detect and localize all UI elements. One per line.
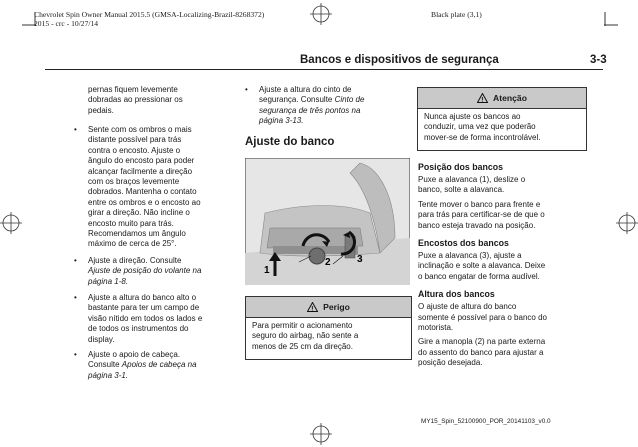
figure-label-3: 3 [357, 254, 363, 265]
registration-mark-left [0, 212, 22, 234]
caution-header [418, 88, 586, 109]
danger-title: Perigo [323, 302, 350, 312]
figure-label-2: 2 [325, 257, 331, 268]
header-line-2: 2015 - crc - 10/27/14 [34, 19, 99, 28]
seat-adjustment-figure [245, 158, 410, 285]
danger-box [245, 296, 412, 360]
bullet-shoulders: • Sente com os ombros o mais distante possível para trás contra o encosto. Ajuste o ângulo do encosto para poder alcançar facilmente a direção com os braços levemente dobrados. Mantenha o contato entre os ombros e o encosto ao girar a direção. Não incline o encosto muito para trás. Recomendamos um ângulo máximo de cerca de 25°. [74, 125, 201, 249]
crop-mark-tl [22, 12, 36, 26]
seatbelt-reference-link[interactable]: Cinto de [334, 95, 365, 105]
print-header [34, 10, 264, 28]
bullet-steering: • Ajuste a direção. Consulte Ajuste de posição do volante na página 1-8. [88, 256, 240, 287]
caution-box [417, 87, 587, 151]
seat-adjust-heading: Ajuste do banco [245, 136, 335, 148]
col1-intro: pernas fiquem levemente dobradas ao pressionar os pedais. [88, 85, 183, 115]
seat-height-heading: Altura dos bancos [418, 289, 495, 300]
figure-label-1: 1 [264, 265, 270, 276]
header-rule [45, 69, 603, 70]
bullet-seat-height: • Ajuste a altura do banco alto o bastante para ter um campo de visão nítido em todos os lados e de todos os instrumentos do display. [74, 293, 203, 344]
headrest-reference-link[interactable]: Apoios de cabeça na [121, 360, 197, 370]
bullet-headrest: • Ajuste o apoio de cabeça. Consulte Apoios de cabeça na página 3-1. [74, 350, 197, 380]
seatback-heading: Encostos dos bancos [418, 238, 509, 249]
plate-label: Black plate (3,1) [431, 10, 482, 19]
page-number: 3-3 [590, 54, 607, 66]
section-title: Bancos e dispositivos de segurança [300, 54, 499, 66]
warning-triangle-icon [307, 302, 318, 312]
bullet-seatbelt: • Ajuste a altura do cinto de segurança. Consulte Cinto de segurança de três pontos na página 3-13. [245, 85, 365, 126]
registration-mark-top [310, 3, 332, 25]
caution-title: Atenção [493, 93, 527, 103]
seat-position-heading: Posição dos bancos [418, 162, 504, 172]
registration-mark-right [616, 212, 638, 234]
svg-text:!: ! [481, 96, 484, 103]
registration-mark-bottom [310, 423, 332, 445]
caution-text: Nunca ajuste os bancos ao conduzir, uma vez que poderão mover-se de forma incontrolável. [424, 112, 541, 142]
danger-text: Para permitir o acionamento seguro do airbag, não sente a menos de 25 cm da direção. [252, 321, 359, 351]
crop-mark-tr [604, 12, 618, 26]
steering-reference-link[interactable]: Ajuste de posição do volante na [88, 266, 202, 276]
warning-triangle-icon [477, 93, 488, 103]
danger-header [246, 297, 411, 318]
header-line-1: Chevrolet Spin Owner Manual 2015.5 (GMSA-Localizing-Brazil-8268372) [34, 10, 265, 19]
footer-code: MY15_Spin_52100900_POR_20141103_v0.0 [421, 418, 551, 425]
col3-sections: Posição dos bancos Puxe a alavanca (1), deslize o banco, solte a alavanca. Tente mover o banco para frente e para trás para certificar-se de que o banco esteja travado na posição. Encostos dos bancos Puxe a alavanca (3), ajuste a inclinação e solte a alavanca. Deixe o banco engatar de forma audível. Altura dos bancos O ajuste de altura do banco somente é possível para o banco do motorista. Gire a manopla (2) na parte externa do assento do banco para ajustar a posição desejada. [418, 162, 590, 369]
svg-text:!: ! [311, 305, 314, 312]
